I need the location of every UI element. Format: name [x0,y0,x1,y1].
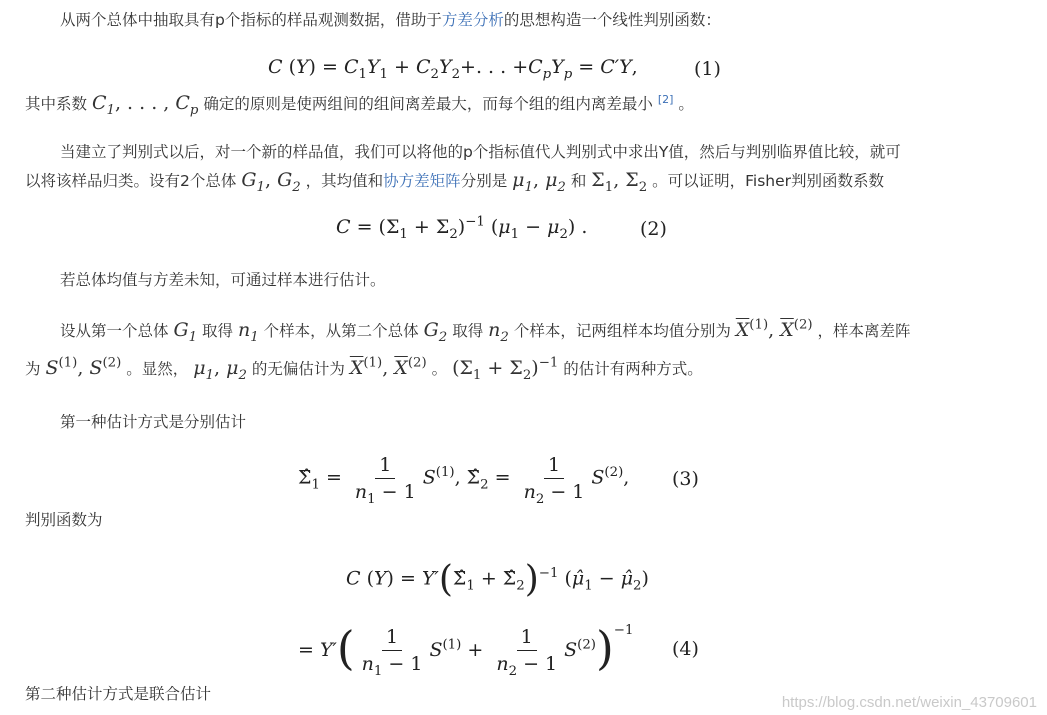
function-text: 判别函数为 [25,511,103,529]
discriminant-and: 和 [570,172,587,190]
sampling-t6: ，样本离差阵 [817,322,911,340]
equation-3-number: (3) [672,468,699,490]
math-s: $S^{(1)}$, $S^{(2)}$ [45,355,122,379]
equation-2-number: (2) [640,218,667,240]
math-sigma-sum: $(\Sigma_1 + \Sigma_2)^{-1}$ [452,355,559,383]
paragraph-coefficients [25,88,694,116]
math-xbar: $\overline{X}^{(1)}$, $\overline{X}^{(2)}$ [735,317,813,341]
equation-4-number: (4) [672,638,699,660]
estimate-text: 若总体均值与方差未知，可通过样本进行估计。 [60,271,386,289]
math-g1: $G_1$ [173,319,198,345]
joint-text: 第二种估计方式是联合估计 [25,685,212,703]
math-g1-g2: $G_1$, $G_2$ [241,169,301,195]
paragraph-sampling-line2 [25,356,703,381]
math-n2: $n_2$ [488,319,509,345]
watermark: https://blog.csdn.net/weixin_43709601 [781,694,1037,711]
link-covariance-matrix[interactable]: 协方差矩阵 [383,172,461,190]
paragraph-function [25,508,103,532]
paragraph-intro [60,8,721,32]
paragraph-joint [25,682,211,706]
sampling-t3: 个样本，从第二个总体 [263,322,419,340]
sampling-t8: 。显然， [126,360,189,378]
equation-3: $\Sigmâ_1$ = $\frac{1}{n_1 - 1}$ $S^{(1)}$, $\Sigmâ_2$ = $\frac{1}{n_2 - 1}$ $S^{(2)}$, [298,454,630,507]
equation-4-line2: = Y′( $\frac{1}{n_1 - 1}$ $S^{(1)}$ + $\frac{1}{n_2 - 1}$ $S^{(2)})^{-1}$ [298,622,634,680]
sampling-t4: 取得 [452,322,484,340]
intro-text: 从两个总体中抽取具有p个指标的样品观测数据，借助于 [60,11,442,29]
paragraph-discriminant-line2 [25,168,884,193]
coef-end: 。 [678,95,694,113]
discriminant-text-1: 当建立了判别式以后，对一个新的样品值，我们可以将他的p个指标值代人判别式中求出Y值，然后与判别临界值比较，就可 [60,143,901,161]
sampling-t9: 的无偏估计为 [251,360,345,378]
paragraph-sampling-line1 [60,318,911,343]
equation-1: C $(Y) = C_1Y_1 + C_2Y_2+$. . . $+C_pY_p = C'Y$, [268,56,638,82]
sampling-t2: 取得 [202,322,234,340]
math-mu-2: $\mu_1$, $\mu_2$ [193,357,247,383]
intro-text-end: 的思想构造一个线性判别函数： [503,11,721,29]
discriminant-text-4: 分别是 [460,172,508,190]
discriminant-text-3: ，其均值和 [305,172,384,190]
link-anova[interactable]: 方差分析 [441,11,504,29]
reference-link[interactable]: [2] [657,93,674,106]
discriminant-text-5: 。可以证明，Fisher判别函数系数 [652,172,885,190]
coef-math: $C_1$, . . . , $C_p$ [91,92,199,118]
paragraph-estimate [60,268,386,292]
math-xbar-2: $\overline{X}^{(1)}$, $\overline{X}^{(2)}$ [349,355,427,379]
paragraph-separate [60,410,246,434]
math-mu: $\mu_1$, $\mu_2$ [512,169,566,195]
sampling-t10: 。 [431,360,448,378]
sampling-t7: 为 [25,360,41,378]
sampling-t5: 个样本，记两组样本均值分别为 [513,322,731,340]
equation-1-number: (1) [694,58,721,80]
paragraph-discriminant-line1 [60,140,901,164]
sampling-t11: 的估计有两种方式。 [563,360,703,378]
coef-text-2: 确定的原则是使两组间的组间离差最大，而每个组的组内离差最小 [203,95,653,113]
equation-4-line1: C $(Y) = Y'(\Sigmâ_1$ + $\Sigmâ_2)^{-1}$ ($\mû_1$ − $\mû_2$) [346,558,649,600]
sampling-t1: 设从第一个总体 [60,322,169,340]
coef-text: 其中系数 [25,95,88,113]
discriminant-text-2: 以将该样品归类。设有2个总体 [25,172,237,190]
equation-2: $C = (\Sigma_1 + \Sigma_2)^{-1}$ $(\mu_1 - \mu_2)$ . [336,214,588,242]
math-n1: $n_1$ [238,319,259,345]
math-g2: $G_2$ [423,319,448,345]
math-sigma: $\Sigma_1$, $\Sigma_2$ [591,169,648,195]
separate-text: 第一种估计方式是分别估计 [60,413,247,431]
